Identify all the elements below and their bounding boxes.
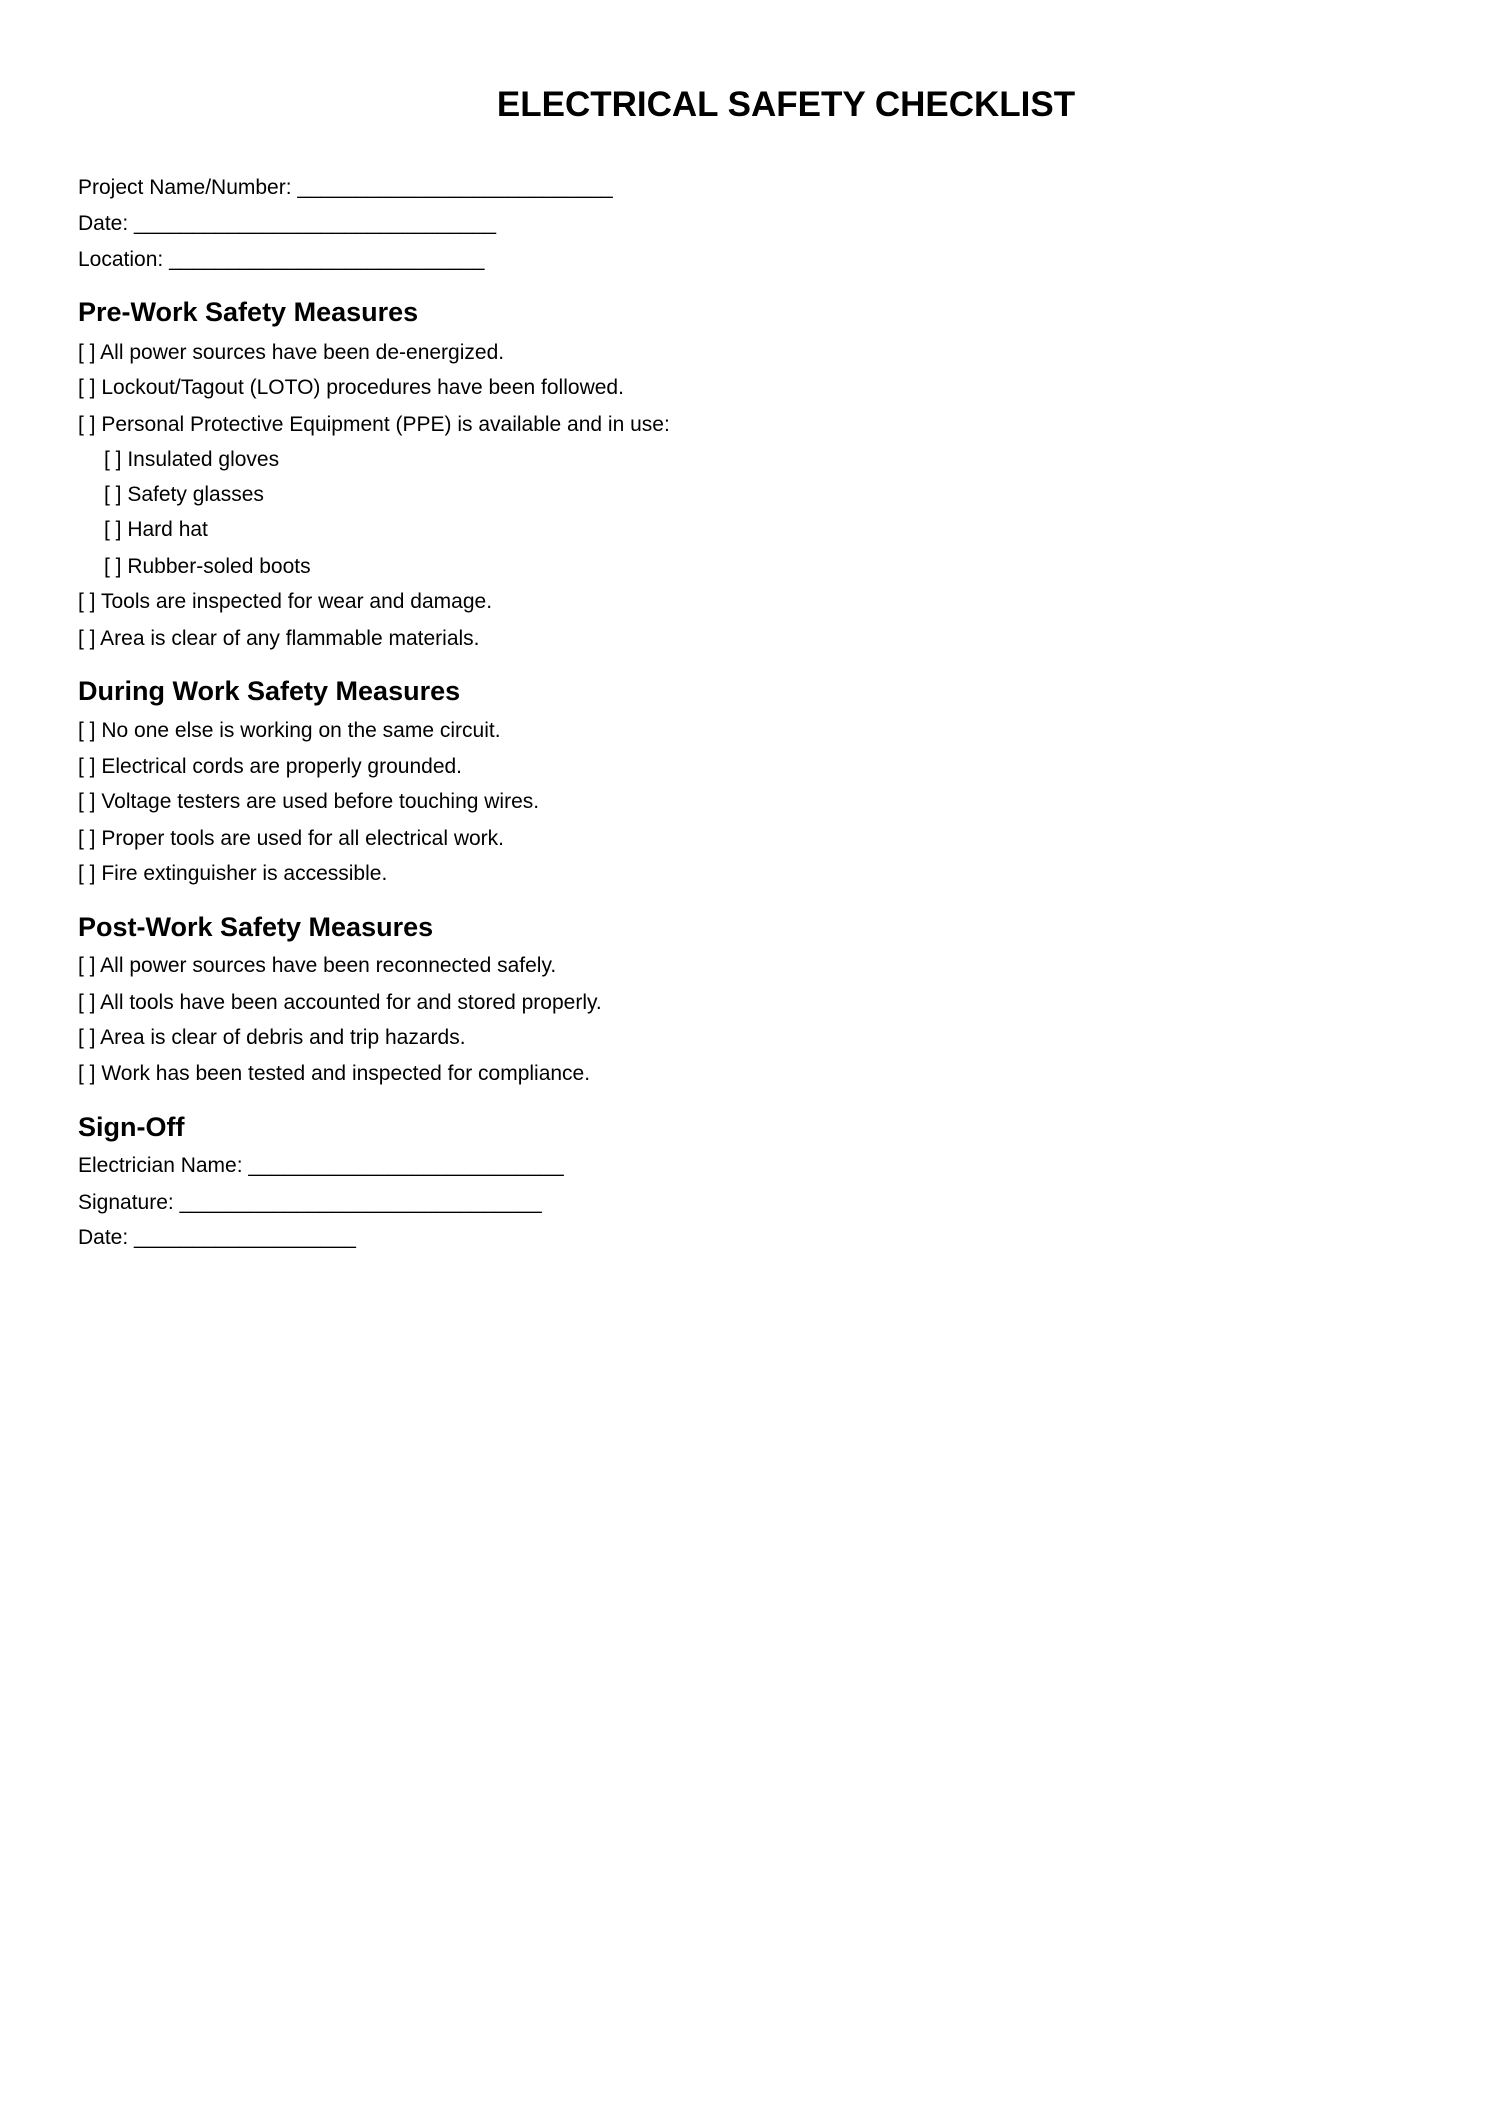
- section-heading-sign-off: Sign-Off: [78, 1112, 185, 1142]
- checklist-item[interactable]: [ ] All power sources have been reconnected safely.: [78, 954, 557, 977]
- checklist-item[interactable]: [ ] Tools are inspected for wear and damage.: [78, 590, 493, 613]
- checklist-item[interactable]: [ ] Lockout/Tagout (LOTO) procedures have been followed.: [78, 376, 624, 399]
- location-field[interactable]: Location: ___________________________: [78, 248, 485, 271]
- checklist-item[interactable]: [ ] Work has been tested and inspected for compliance.: [78, 1062, 591, 1085]
- checklist-item[interactable]: [ ] Area is clear of debris and trip hazards.: [78, 1026, 466, 1049]
- checklist-subitem[interactable]: [ ] Insulated gloves: [104, 448, 280, 471]
- section-heading-post-work: Post-Work Safety Measures: [78, 912, 434, 942]
- checklist-subitem[interactable]: [ ] Rubber-soled boots: [104, 555, 311, 578]
- section-heading-pre-work: Pre-Work Safety Measures: [78, 297, 419, 327]
- checklist-item[interactable]: [ ] Electrical cords are properly grounded.: [78, 755, 463, 778]
- checklist-subitem[interactable]: [ ] Hard hat: [104, 518, 208, 541]
- document-title: ELECTRICAL SAFETY CHECKLIST: [496, 85, 1076, 124]
- checklist-item[interactable]: [ ] Voltage testers are used before touching wires.: [78, 790, 540, 813]
- signature-field[interactable]: Signature: _______________________________: [78, 1191, 542, 1214]
- checklist-subitem[interactable]: [ ] Safety glasses: [104, 483, 264, 506]
- checklist-item[interactable]: [ ] Area is clear of any flammable materials.: [78, 627, 480, 650]
- checklist-item[interactable]: [ ] No one else is working on the same circuit.: [78, 719, 501, 742]
- date-field[interactable]: Date: _______________________________: [78, 212, 497, 235]
- checklist-item[interactable]: [ ] All power sources have been de-energized.: [78, 341, 505, 364]
- checklist-item[interactable]: [ ] Personal Protective Equipment (PPE) is available and in use:: [78, 413, 670, 436]
- electrician-name-field[interactable]: Electrician Name: ___________________________: [78, 1154, 564, 1177]
- project-field[interactable]: Project Name/Number: ___________________________: [78, 176, 613, 199]
- checklist-item[interactable]: [ ] All tools have been accounted for and stored properly.: [78, 991, 602, 1014]
- section-heading-during-work: During Work Safety Measures: [78, 676, 461, 706]
- checklist-item[interactable]: [ ] Proper tools are used for all electrical work.: [78, 827, 505, 850]
- sign-off-date-field[interactable]: Date: ___________________: [78, 1226, 356, 1249]
- checklist-item[interactable]: [ ] Fire extinguisher is accessible.: [78, 862, 388, 885]
